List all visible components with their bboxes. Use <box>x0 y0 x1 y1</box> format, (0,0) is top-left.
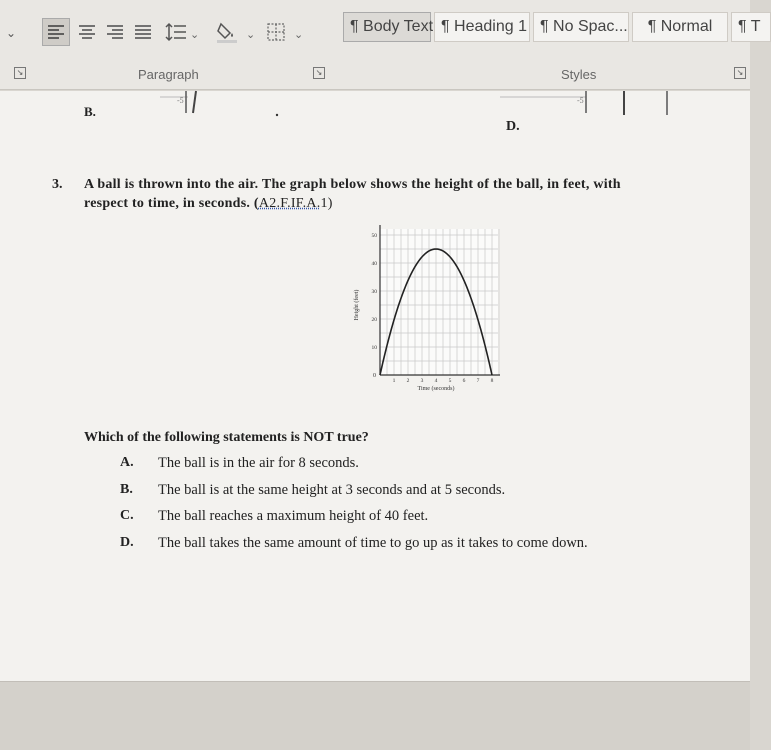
question-number: 3. <box>52 177 63 192</box>
question-line-2-text: respect to time, in seconds. ( <box>84 196 259 211</box>
standard-code-tail: 1) <box>320 196 333 211</box>
chevron-down-icon[interactable]: ⌄ <box>5 26 17 40</box>
document-page[interactable] <box>0 91 750 681</box>
style-no-spacing[interactable] <box>533 12 629 42</box>
align-right-icon[interactable] <box>102 18 128 46</box>
axis-fragment-label: -5 <box>577 96 584 105</box>
dialog-launcher-icon[interactable]: ↘ <box>313 67 325 79</box>
previous-graph-fragment-b <box>160 91 290 121</box>
standard-code: A2.F.IF.A. <box>258 196 321 211</box>
align-left-icon[interactable] <box>42 18 70 46</box>
word-ribbon <box>0 0 761 90</box>
styles-group-label: Styles <box>561 67 597 82</box>
y-tick-label: 50 <box>371 233 377 239</box>
choice-a-letter: A. <box>120 455 134 470</box>
line-spacing-icon[interactable] <box>162 18 190 46</box>
choice-d-text: The ball takes the same amount of time to go up as it takes to come down. <box>158 535 588 551</box>
style-label: ¶ No Spac... <box>540 18 628 35</box>
y-tick-label: 40 <box>371 261 377 267</box>
chevron-down-icon[interactable]: ⌄ <box>190 29 200 41</box>
y-tick-label: 30 <box>371 289 377 295</box>
x-tick-label: 3 <box>420 378 424 384</box>
y-axis-title: Height (feet) <box>354 289 360 321</box>
choice-b-text: The ball is at the same height at 3 seconds and at 5 seconds. <box>158 482 506 498</box>
axis-fragment-label: -5 <box>177 96 184 105</box>
style-title[interactable] <box>731 12 771 42</box>
x-axis-title: Time (seconds) <box>417 386 455 392</box>
x-tick-label: 1 <box>392 378 396 384</box>
borders-icon[interactable] <box>262 18 290 46</box>
plot-background <box>380 229 498 375</box>
y-tick-label: 10 <box>371 345 377 351</box>
x-tick-label: 2 <box>406 378 410 384</box>
y-tick-label: 20 <box>371 317 377 323</box>
previous-choice-d: D. <box>506 119 520 134</box>
justify-icon[interactable] <box>130 18 156 46</box>
dialog-launcher-icon[interactable]: ↘ <box>734 67 746 79</box>
origin-label: 0 <box>373 373 376 379</box>
style-label: ¶ Heading 1 <box>441 18 527 35</box>
choice-d-letter: D. <box>120 535 134 550</box>
choice-c-text: The ball reaches a maximum height of 40 feet. <box>158 508 429 524</box>
question-text-line-1: A ball is thrown into the air. The graph below shows the height of the ball, in feet, with <box>84 177 621 192</box>
height-time-graph <box>342 225 512 405</box>
document-bottom-area <box>0 681 750 750</box>
chevron-down-icon[interactable]: ⌄ <box>294 29 304 41</box>
style-heading-1[interactable] <box>434 12 530 42</box>
question-text-line-2 <box>84 196 333 212</box>
style-normal[interactable] <box>632 12 728 42</box>
choice-c-letter: C. <box>120 508 134 523</box>
x-tick-label: 5 <box>448 378 452 384</box>
chevron-down-icon[interactable]: ⌄ <box>246 29 256 41</box>
x-tick-label: 6 <box>462 378 466 384</box>
align-center-icon[interactable] <box>74 18 100 46</box>
style-label: ¶ Normal <box>647 18 713 35</box>
x-tick-label: 7 <box>476 378 480 384</box>
previous-choice-b: B. <box>84 104 96 119</box>
style-label: ¶ T <box>738 18 761 35</box>
x-tick-label: 4 <box>434 378 438 384</box>
answer-prompt: Which of the following statements is NOT true? <box>84 430 369 445</box>
x-tick-label: 8 <box>490 378 494 384</box>
style-body-text[interactable] <box>343 12 434 42</box>
shading-bucket-icon[interactable] <box>212 18 242 46</box>
paragraph-group-label: Paragraph <box>138 67 199 82</box>
choice-b-letter: B. <box>120 482 133 497</box>
dialog-launcher-icon[interactable]: ↘ <box>14 67 26 79</box>
style-label: ¶ Body Text <box>350 18 434 35</box>
choice-a-text: The ball is in the air for 8 seconds. <box>158 455 359 471</box>
previous-graph-fragment-d <box>500 91 700 121</box>
